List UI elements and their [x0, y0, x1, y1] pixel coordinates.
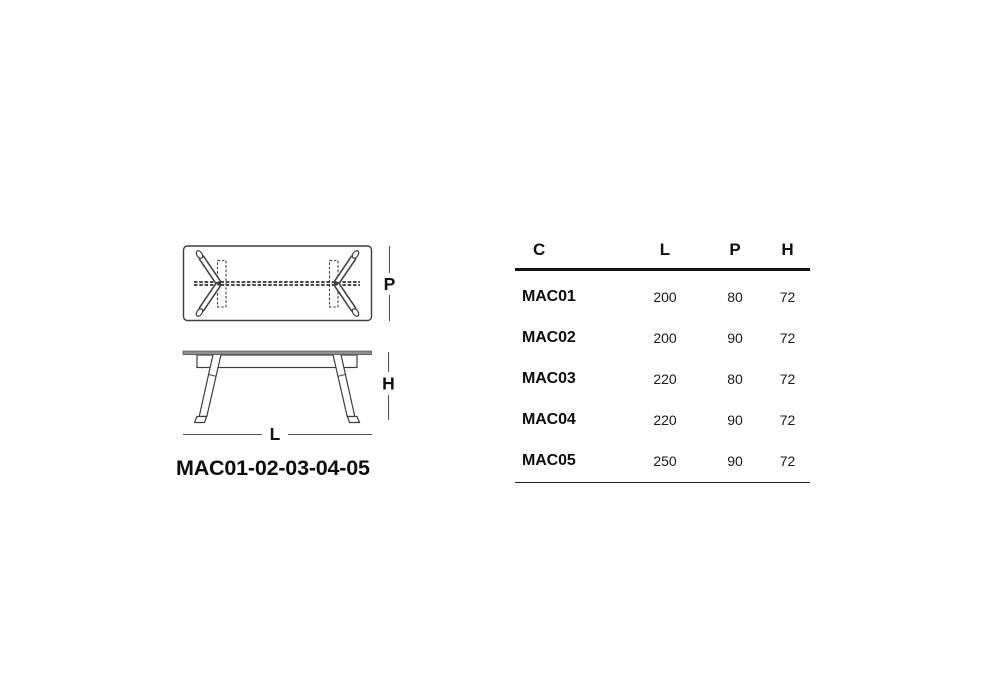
cell-code: MAC05 [522, 452, 576, 469]
table-bottom-rule [515, 482, 810, 484]
cell-length: 250 [653, 453, 677, 469]
table-row [515, 359, 810, 400]
length-dimension-label: L [269, 424, 281, 444]
front-left-foot [195, 417, 207, 423]
dimension-length [183, 424, 372, 444]
cell-depth: 80 [727, 371, 743, 387]
cell-code: MAC03 [522, 370, 576, 387]
dimensions-table [515, 232, 810, 483]
front-view [183, 351, 372, 423]
tabletop-slab [183, 351, 372, 355]
cell-depth: 90 [727, 412, 743, 428]
cell-height: 72 [779, 453, 796, 469]
cell-length: 220 [653, 371, 677, 387]
top-view [184, 246, 372, 321]
cell-code: MAC01 [522, 288, 576, 305]
table-row [515, 441, 810, 482]
cell-height: 72 [779, 289, 796, 305]
table-row [515, 400, 810, 441]
right-leg-hub [334, 281, 338, 285]
table-row [515, 318, 810, 359]
left-leg-hub [217, 281, 221, 285]
dimension-height [382, 352, 395, 420]
header-depth: P [729, 240, 741, 259]
cell-length: 200 [653, 330, 677, 346]
depth-dimension-label: P [383, 274, 396, 294]
dimension-depth [384, 246, 396, 321]
table-body [515, 271, 810, 482]
table-row [515, 277, 810, 318]
header-code: C [533, 240, 546, 259]
table-header-row [515, 232, 810, 268]
cell-depth: 90 [727, 453, 743, 469]
table-technical-drawing [160, 240, 420, 450]
cell-code: MAC04 [522, 411, 576, 428]
cell-depth: 90 [727, 330, 743, 346]
cell-depth: 80 [727, 289, 743, 305]
cell-length: 220 [653, 412, 677, 428]
header-length: L [659, 240, 671, 259]
cell-height: 72 [779, 371, 796, 387]
cell-code: MAC02 [522, 329, 576, 346]
cell-length: 200 [653, 289, 677, 305]
height-dimension-label: H [382, 373, 395, 394]
model-range-caption: MAC01-02-03-04-05 [176, 456, 370, 480]
front-right-foot [348, 417, 360, 423]
header-height: H [781, 240, 794, 259]
cell-height: 72 [779, 330, 796, 346]
cell-height: 72 [779, 412, 796, 428]
